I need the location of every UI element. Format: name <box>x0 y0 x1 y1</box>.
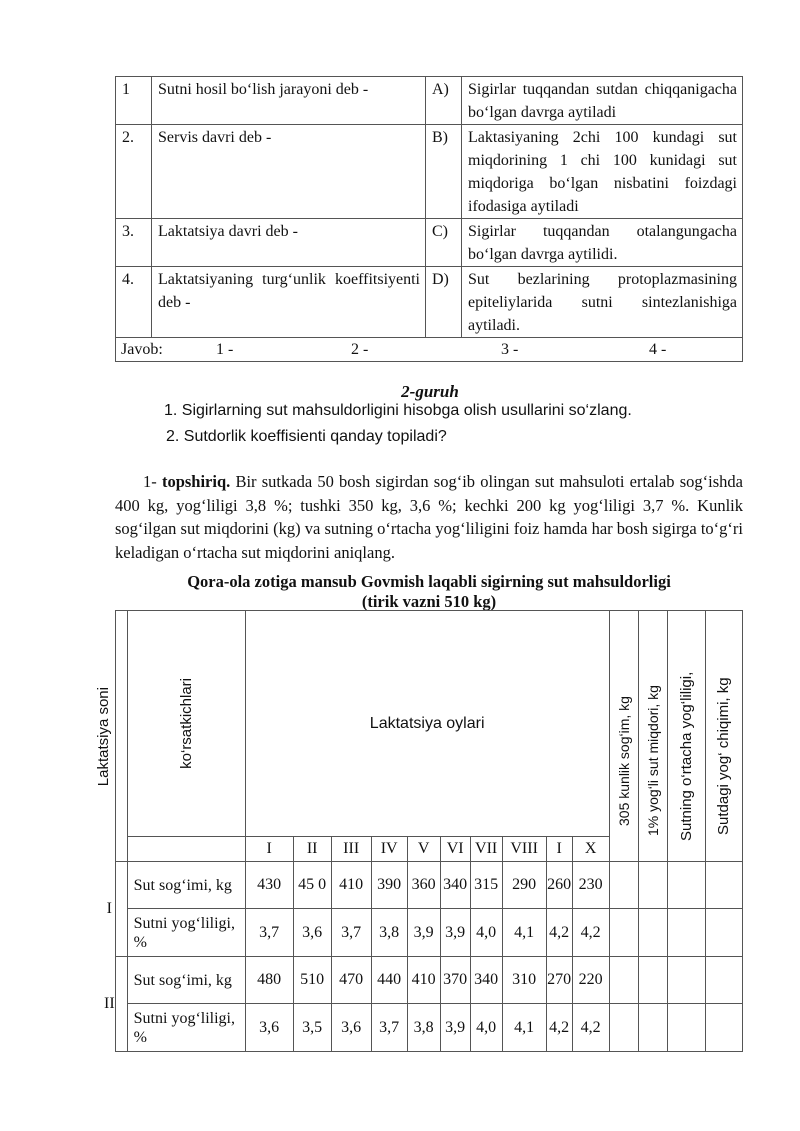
match-letter: C) <box>426 219 462 267</box>
value-cell: 3,8 <box>371 909 407 957</box>
header-lactation: Laktatsiya soni <box>94 687 112 787</box>
match-row <box>116 267 743 338</box>
month-header: I <box>546 837 572 862</box>
value-cell: 3,6 <box>245 1004 293 1052</box>
question-1: 1. Sigirlarning sut mahsuldorligini hisobga olish usullarini so‘zlang. <box>164 402 632 419</box>
answer-row <box>116 338 743 362</box>
value-cell: 3,7 <box>371 1004 407 1052</box>
empty-result-cell <box>638 862 667 909</box>
task-paragraph <box>115 470 743 564</box>
table-row <box>116 909 743 957</box>
empty-result-cell <box>609 909 638 957</box>
empty-result-cell <box>705 957 742 1004</box>
value-cell: 360 <box>407 862 440 909</box>
value-cell: 4,2 <box>546 1004 572 1052</box>
value-cell: 390 <box>371 862 407 909</box>
empty-result-cell <box>638 957 667 1004</box>
empty-result-cell <box>638 1004 667 1052</box>
month-header: X <box>572 837 609 862</box>
month-header: VIII <box>502 837 546 862</box>
empty-result-cell <box>667 862 705 909</box>
empty-result-cell <box>705 862 742 909</box>
value-cell: 4,2 <box>572 909 609 957</box>
lactation-number: I <box>104 862 116 957</box>
header-lactation-cell <box>92 612 114 862</box>
value-cell: 470 <box>331 957 371 1004</box>
header-fat-yield: Sutdagi yog‘ chiqimi, kg <box>715 677 733 835</box>
match-letter: A) <box>426 77 462 125</box>
match-term: Laktatsiya davri deb - <box>152 219 426 267</box>
month-header: V <box>407 837 440 862</box>
table-caption-line2: (tirik vazni 510 kg) <box>361 592 497 611</box>
value-cell: 3,6 <box>331 1004 371 1052</box>
header-305-cell <box>609 611 638 862</box>
match-definition: Sigirlar tuqqandan sutdan chiqqanigacha bo‘lgan davrga aytiladi <box>462 77 743 125</box>
header-months-title: Laktatsiya oylari <box>369 714 485 732</box>
value-cell: 440 <box>371 957 407 1004</box>
month-header: IV <box>371 837 407 862</box>
empty-result-cell <box>609 957 638 1004</box>
value-cell: 4,1 <box>502 1004 546 1052</box>
match-definition: Sigirlar tuqqandan otalangungacha bo‘lgan davrga aytilidi. <box>462 219 743 267</box>
header-avg-fat: Sutning o‘rtacha yog‘liligi, <box>677 671 695 841</box>
month-header: I <box>245 837 293 862</box>
indicator-label: Sut sog‘imi, kg <box>127 862 245 909</box>
header-months <box>245 611 609 837</box>
answer-4: 4 - <box>649 341 667 358</box>
value-cell: 430 <box>245 862 293 909</box>
empty-result-cell <box>705 909 742 957</box>
month-header: VII <box>470 837 502 862</box>
match-term: Sutni hosil bo‘lish jarayoni deb - <box>152 77 426 125</box>
match-letter: D) <box>426 267 462 338</box>
matching-table <box>115 76 743 362</box>
value-cell: 3,9 <box>407 909 440 957</box>
value-cell: 3,5 <box>293 1004 331 1052</box>
indicator-label: Sut sog‘imi, kg <box>127 957 245 1004</box>
value-cell: 3,7 <box>331 909 371 957</box>
value-cell: 270 <box>546 957 572 1004</box>
match-row <box>116 125 743 219</box>
empty-result-cell <box>667 957 705 1004</box>
table-caption-line1: Qora-ola zotiga mansub Govmish laqabli sigirning sut mahsuldorligi <box>187 572 671 591</box>
match-number: 4. <box>116 267 152 338</box>
value-cell: 260 <box>546 862 572 909</box>
value-cell: 315 <box>470 862 502 909</box>
match-term: Laktatsiyaning turg‘unlik koeffitsiyenti deb - <box>152 267 426 338</box>
month-header: VI <box>440 837 470 862</box>
task-prefix: 1- <box>143 472 162 491</box>
value-cell: 3,9 <box>440 909 470 957</box>
lactation-number: II <box>104 957 116 1052</box>
header-fat-amount-cell <box>638 611 667 862</box>
empty-result-cell <box>638 909 667 957</box>
table-row <box>116 1004 743 1052</box>
value-cell: 290 <box>502 862 546 909</box>
match-number: 2. <box>116 125 152 219</box>
empty-result-cell <box>705 1004 742 1052</box>
value-cell: 230 <box>572 862 609 909</box>
question-2: 2. Sutdorlik koeffisienti qanday topiladi? <box>166 428 447 445</box>
month-header: III <box>331 837 371 862</box>
match-definition: Laktasiyaning 2chi 100 kundagi sut miqdorining 1 chi 100 kunidagi sut miqdoriga bo‘lgan nisbatini foizdagi ifodasiga aytiladi <box>462 125 743 219</box>
empty-result-cell <box>667 1004 705 1052</box>
value-cell: 4,2 <box>546 909 572 957</box>
answer-2: 2 - <box>351 341 369 358</box>
match-row <box>116 77 743 125</box>
value-cell: 340 <box>470 957 502 1004</box>
answer-3: 3 - <box>501 341 519 358</box>
empty-result-cell <box>667 909 705 957</box>
value-cell: 3,9 <box>440 1004 470 1052</box>
value-cell: 410 <box>407 957 440 1004</box>
group-title: 2-guruh <box>401 382 459 401</box>
match-definition: Sut bezlarining protoplazmasining epiteliylarida sutni sintezlanishiga aytiladi. <box>462 267 743 338</box>
answer-1: 1 - <box>216 341 234 358</box>
header-indicators: ko‘rsatkichlari <box>177 678 195 769</box>
milk-yield-table <box>104 610 743 1052</box>
value-cell: 310 <box>502 957 546 1004</box>
value-cell: 3,8 <box>407 1004 440 1052</box>
indicator-label: Sutni yog‘liligi, % <box>127 909 245 957</box>
value-cell: 480 <box>245 957 293 1004</box>
table-row <box>116 957 743 1004</box>
value-cell: 4,2 <box>572 1004 609 1052</box>
value-cell: 4,0 <box>470 909 502 957</box>
task-text: Bir sutkada 50 bosh sigirdan sog‘ib olingan sut mahsuloti ertalab sog‘ishda 400 kg, yog‘liligi 3,8 %; tushki 350 kg, 3,6 %; kechki 200 kg yog‘liligi 3,7 %. Kunlik sog‘ilgan sut miqdorini (kg) va sutning o‘rtacha yog‘liligini foiz hamda har bosh sigirga to‘g‘ri keladigan o‘rtacha sut miqdorini aniqlang. <box>115 472 743 562</box>
value-cell: 3,6 <box>293 909 331 957</box>
answer-label: Javob: <box>121 341 163 358</box>
value-cell: 220 <box>572 957 609 1004</box>
header-305: 305 kunlik sog‘im, kg <box>615 696 632 826</box>
value-cell: 340 <box>440 862 470 909</box>
table-row <box>116 862 743 909</box>
match-letter: B) <box>426 125 462 219</box>
month-header: II <box>293 837 331 862</box>
value-cell: 3,7 <box>245 909 293 957</box>
header-indicators-cell <box>127 611 245 837</box>
match-term: Servis davri deb - <box>152 125 426 219</box>
value-cell: 510 <box>293 957 331 1004</box>
empty-result-cell <box>609 1004 638 1052</box>
header-avg-fat-cell <box>667 611 705 862</box>
match-number: 1 <box>116 77 152 125</box>
value-cell: 410 <box>331 862 371 909</box>
indicator-label: Sutni yog‘liligi, % <box>127 1004 245 1052</box>
match-row <box>116 219 743 267</box>
value-cell: 45 0 <box>293 862 331 909</box>
value-cell: 370 <box>440 957 470 1004</box>
header-fat-amount: 1% yog‘li sut miqdori, kg <box>644 685 661 837</box>
task-label: topshiriq. <box>161 472 231 491</box>
match-number: 3. <box>116 219 152 267</box>
value-cell: 4,0 <box>470 1004 502 1052</box>
value-cell: 4,1 <box>502 909 546 957</box>
empty-result-cell <box>609 862 638 909</box>
header-fat-yield-cell <box>705 611 742 862</box>
